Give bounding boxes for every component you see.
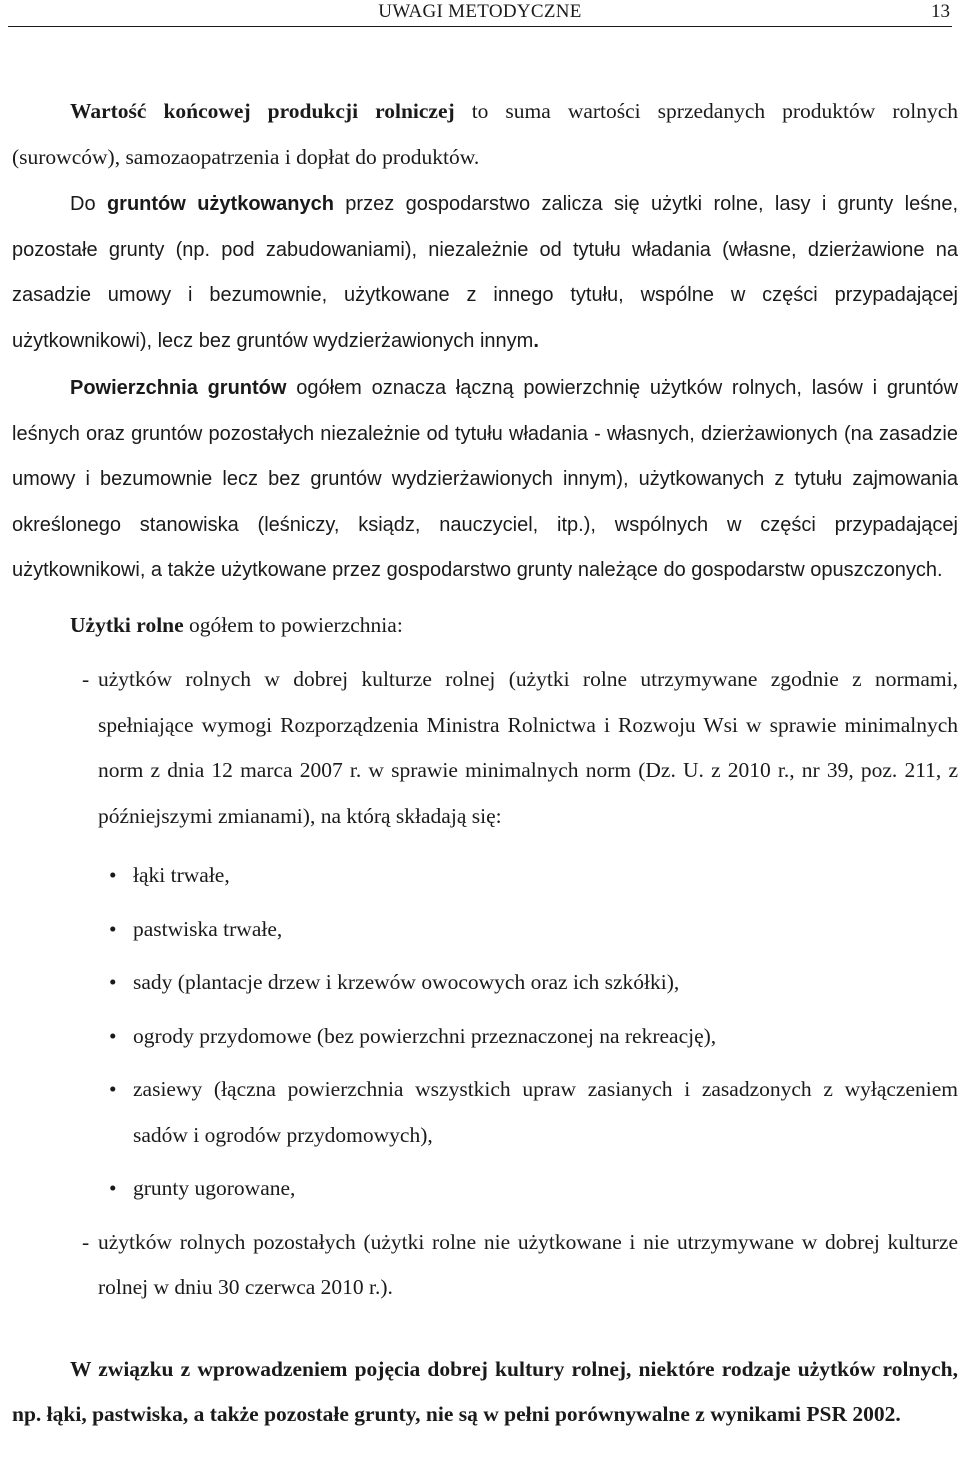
list-item	[12, 1014, 958, 1060]
paragraph-text: to suma wartości sprzedanych produktów rolnych (surowców), samozaopatrzenia i dopłat do produktów.	[12, 99, 958, 169]
paragraph-text: ogółem to powierzchnia:	[183, 612, 403, 637]
list-item-text: zasiewy (łączna powierzchnia wszystkich upraw zasianych i zasadzonych z wyłączeniem sadów i ogrodów przydomowych),	[133, 1077, 958, 1147]
dash-item-uzytki-dobra-kultura	[12, 657, 958, 839]
bullet-marker: •	[109, 1077, 117, 1101]
term-grunty-uzytkowane: gruntów użytkowanych	[106, 193, 334, 215]
paragraph-wartosc	[12, 89, 958, 180]
dash-item-uzytki-pozostale	[12, 1220, 958, 1311]
bullet-marker: •	[109, 916, 117, 941]
dash-item-text: użytków rolnych w dobrej kulturze rolnej (użytki rolne utrzymywane zgodnie z normami, spełniające wymogi Rozporządzenia Ministra Rolnictwa i Rozwoju Wsi w sprawie minimalnych norm z dnia 12 marca 2007 r. w sprawie minimalnych norm (Dz. U. z 2010 r., nr 39, poz. 211, z późniejszymi zmianami), na którą składają się:	[98, 667, 958, 828]
term-wartosc: Wartość końcowej produkcji rolniczej	[70, 99, 455, 123]
paragraph-text: przez gospodarstwo zalicza się użytki rolne, lasy i grunty leśne, pozostałe grunty (np. pod zabudowaniami), niezależnie od tytułu władania (własne, dzierżawione na zasadzie umowy i bezumownie, użytkowane z innego tytułu, wspólne w części przypadającej użytkownikowi), lecz bez gruntów wydzierżawionych innym	[12, 193, 958, 352]
bullet-marker: •	[109, 970, 117, 994]
list-item-text: ogrody przydomowe (bez powierzchni przeznaczonej na rekreację),	[133, 1023, 717, 1048]
bullet-marker: •	[109, 863, 117, 887]
dash-marker: -	[82, 1229, 90, 1254]
page-header	[8, 0, 952, 27]
running-title: UWAGI METODYCZNE	[378, 1, 582, 22]
term-uzytki-rolne: Użytki rolne	[70, 612, 184, 637]
paragraph-grunty-uzytkowane	[12, 182, 958, 364]
paragraph-powierzchnia-gruntow	[12, 366, 958, 594]
list-item	[12, 907, 958, 953]
paragraph-lead: Do	[70, 193, 107, 215]
bullet-marker: •	[109, 1176, 117, 1200]
dash-marker: -	[82, 667, 90, 691]
paragraph-end: .	[533, 329, 539, 352]
paragraph-uzytki-rolne	[12, 603, 958, 649]
list-item-text: łąki trwałe,	[133, 863, 230, 887]
list-item	[12, 853, 958, 899]
page-number: 13	[931, 1, 950, 22]
list-item-text: pastwiska trwałe,	[133, 916, 283, 941]
term-powierzchnia-gruntow: Powierzchnia gruntów	[70, 377, 287, 399]
bullet-list	[12, 853, 958, 1212]
list-item-text: sady (plantacje drzew i krzewów owocowych oraz ich szkółki),	[133, 970, 680, 994]
list-item	[12, 960, 958, 1006]
paragraph-text: ogółem oznacza łączną powierzchnię użytków rolnych, lasów i gruntów leśnych oraz gruntów pozostałych niezależnie od tytułu władania - własnych, dzierżawionych (na zasadzie umowy i bezumownie lecz bez gruntów wydzierżawionych innym), użytkowanych z tytułu zajmowania określonego stanowiska (leśniczy, ksiądz, nauczyciel, itp.), wspólnych w części przypadającej użytkownikowi, a także użytkowane przez gospodarstwo grunty należące do gospodarstw opuszczonych.	[12, 377, 958, 581]
closing-note: W związku z wprowadzeniem pojęcia dobrej kultury rolnej, niektóre rodzaje użytków rolnych, np. łąki, pastwiska, a także pozostałe grunty, nie są w pełni porównywalne z wynikami PSR 2002.	[12, 1356, 958, 1426]
dash-item-text: użytków rolnych pozostałych (użytki rolne nie użytkowane i nie utrzymywane w dobrej kulturze rolnej w dniu 30 czerwca 2010 r.).	[98, 1229, 958, 1299]
document-body	[12, 89, 958, 1438]
list-item	[12, 1166, 958, 1212]
list-item	[12, 1067, 958, 1158]
bullet-marker: •	[109, 1023, 117, 1048]
list-item-text: grunty ugorowane,	[133, 1176, 296, 1200]
